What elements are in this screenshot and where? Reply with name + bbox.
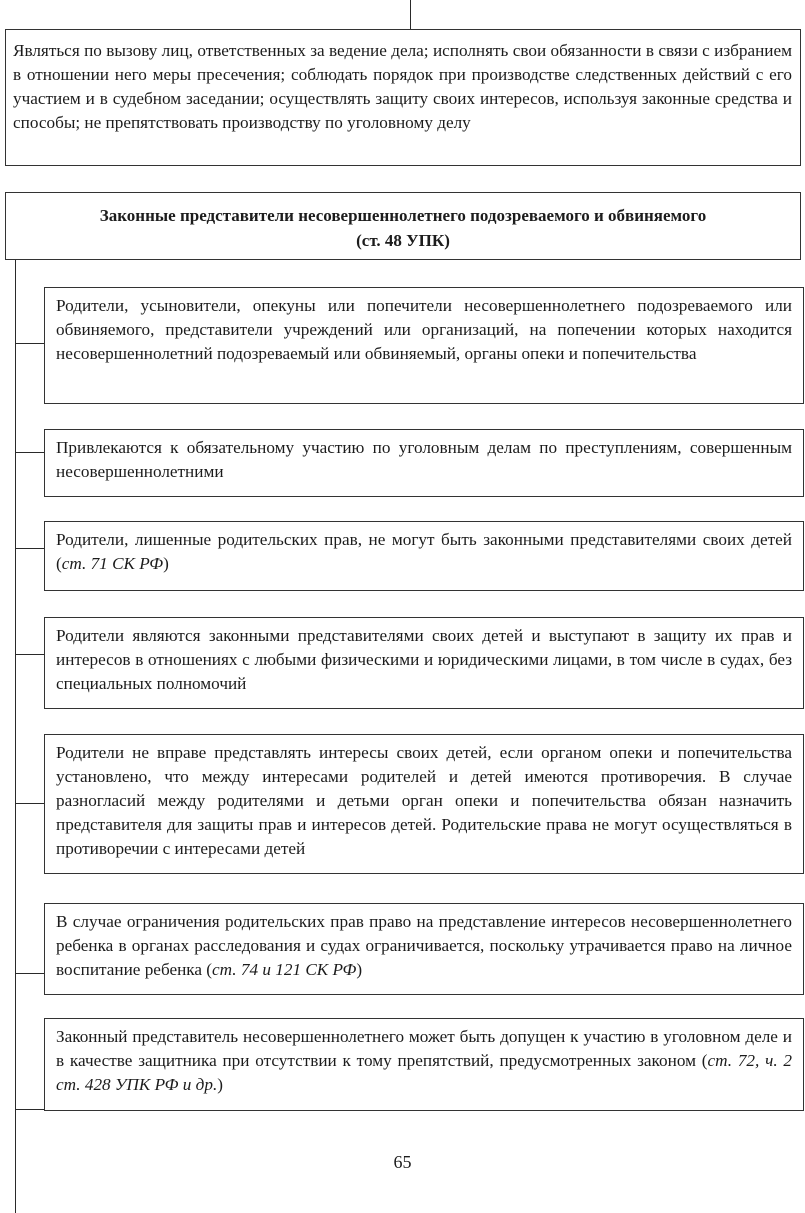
- top-obligations-text: Являться по вызову лиц, ответственных за ведение дела; исполнять свои обязанности в связи с избранием в отношении него меры пресечения; соблюдать порядок при производстве следственных действий с его участием и в судебном заседании; осуществлять защиту своих интересов, используя законные средства и способы; не препятствовать производству по уголовному делу: [13, 41, 792, 132]
- legal-reference: ст. 71 СК РФ: [61, 554, 164, 573]
- top-obligations-box: [5, 29, 801, 166]
- branch-line: [15, 1109, 44, 1110]
- top-connector-line: [410, 0, 411, 29]
- item-box-restricted-rights: [44, 903, 804, 995]
- item-box-representatives: [44, 287, 804, 404]
- item-text: Родители, лишенные родительских прав, не могут быть законными представителями своих детей (ст. 71 СК РФ): [56, 530, 792, 573]
- branch-line: [15, 343, 44, 344]
- page-number: 65: [393, 1152, 412, 1172]
- branch-line: [15, 654, 44, 655]
- legal-reference: ст. 72, ч. 2 ст. 428 УПК РФ и др.: [56, 1051, 793, 1094]
- item-box-deprived-parents: [44, 521, 804, 591]
- item-box-parents-are-representatives: [44, 617, 804, 709]
- branch-line: [15, 803, 44, 804]
- item-text: Родители, усыновители, опекуны или попечители несовершеннолетнего подозреваемого или обвиняемого, представители учреждений или организаций, на попечении которых находится несовершеннолетний подозреваемый или обвиняемый, органы опеки и попечительства: [56, 296, 792, 363]
- item-text: Родители являются законными представителями своих детей и выступают в защиту их прав и интересов в отношениях с любыми физическими и юридическими лицами, в том числе в судах, без специальных полномочий: [56, 626, 792, 693]
- section-title-line2: (ст. 48 УПК): [356, 231, 450, 250]
- legal-reference: ст. 74 и 121 СК РФ: [212, 960, 357, 979]
- item-text: Родители не вправе представлять интересы своих детей, если органом опеки и попечительства установлено, что между интересами родителей и детей имеются противоречия. В случае разногласий между родителями и детьми орган опеки и попечительства обязан назначить представителя для защиты прав и интересов детей. Родительские права не могут осуществляться в противоречии с интересами детей: [56, 743, 792, 858]
- section-title-line1: Законные представители несовершеннолетнего подозреваемого и обвиняемого: [99, 206, 707, 225]
- branch-line: [15, 452, 44, 453]
- item-text: В случае ограничения родительских прав право на представление интересов несовершеннолетнего ребенка в органах расследования и судах ограничивается, поскольку утрачивается право на личное воспитание ребенка (ст. 74 и 121 СК РФ): [56, 912, 792, 979]
- vertical-spine-line: [15, 260, 16, 1213]
- item-text: Привлекаются к обязательному участию по уголовным делам по преступлениям, совершенным несовершеннолетними: [56, 438, 792, 481]
- item-box-mandatory-participation: [44, 429, 804, 497]
- item-box-defender: [44, 1018, 804, 1111]
- section-header-box: [5, 192, 801, 260]
- item-box-conflict-of-interest: [44, 734, 804, 874]
- item-text: Законный представитель несовершеннолетнего может быть допущен к участию в уголовном деле и в качестве защитника при отсутствии к тому препятствий, предусмотренных законом (ст. 72, ч. 2 ст. 428 УПК РФ и др.): [56, 1027, 793, 1094]
- branch-line: [15, 973, 44, 974]
- branch-line: [15, 548, 44, 549]
